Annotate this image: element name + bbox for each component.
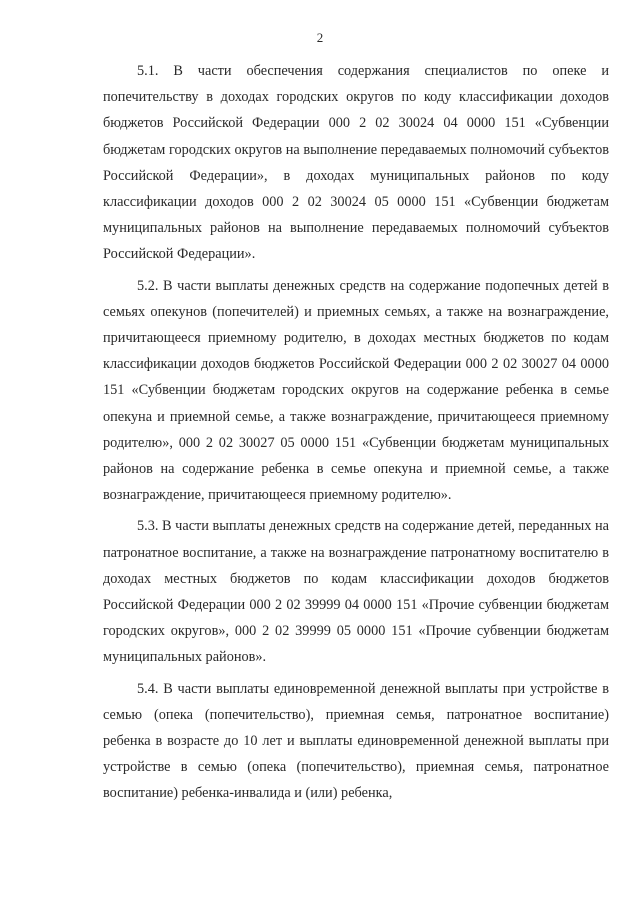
paragraph-5-2: 5.2. В части выплаты денежных средств на содержание подопечных детей в семьях опекунов (попечителей) и приемных семьях, а также на вознаграждение, причитающееся приемному родителю, в доходах местных бюджетов по кодам классификации доходов бюджетов Российской Федерации 000 2 02 30027 04 0000 151 «Субвенции бюджетам городских округов на содержание ребенка в семье опекуна и приемной семье, а также вознаграждение, причитающееся приемному родителю», 000 2 02 30027 05 0000 151 «Субвенции бюджетам муниципальных районов на содержание ребенка в семье опекуна и приемной семье, а также вознаграждение, причитающееся приемному родителю». <box>103 277 609 504</box>
page-number: 2 <box>316 30 324 45</box>
paragraph-5-3: 5.3. В части выплаты денежных средств на содержание детей, переданных на патронатное воспитание, а также на вознаграждение патронатному воспитателю в доходах местных бюджетов по кодам классификации доходов бюджетов Российской Федерации 000 2 02 39999 04 0000 151 «Прочие субвенции бюджетам городских округов», 000 2 02 39999 05 0000 151 «Прочие субвенции бюджетам муниципальных районов». <box>103 518 609 666</box>
paragraph-5-1: 5.1. В части обеспечения содержания специалистов по опеке и попечительству в доходах городских округов по коду классификации доходов бюджетов Российской Федерации 000 2 02 30024 04 0000 151 «Субвенции бюджетам городских округов на выполнение передаваемых полномочий субъектов Российской Федерации», в доходах муниципальных районов по коду классификации доходов 000 2 02 30024 05 0000 151 «Субвенции бюджетам муниципальных районов на выполнение передаваемых полномочий субъектов Российской Федерации». <box>103 63 609 263</box>
paragraph-5-4: 5.4. В части выплаты единовременной денежной выплаты при устройстве в семью (опека (попечительство), приемная семья, патронатное воспитание) ребенка в возрасте до 10 лет и выплаты единовременной денежной выплаты при устройстве в семью (опека (попечительство), приемная семья, патронатное воспитание) ребенка-инвалида и (или) ребенка, <box>103 680 609 802</box>
document-body <box>103 58 609 812</box>
